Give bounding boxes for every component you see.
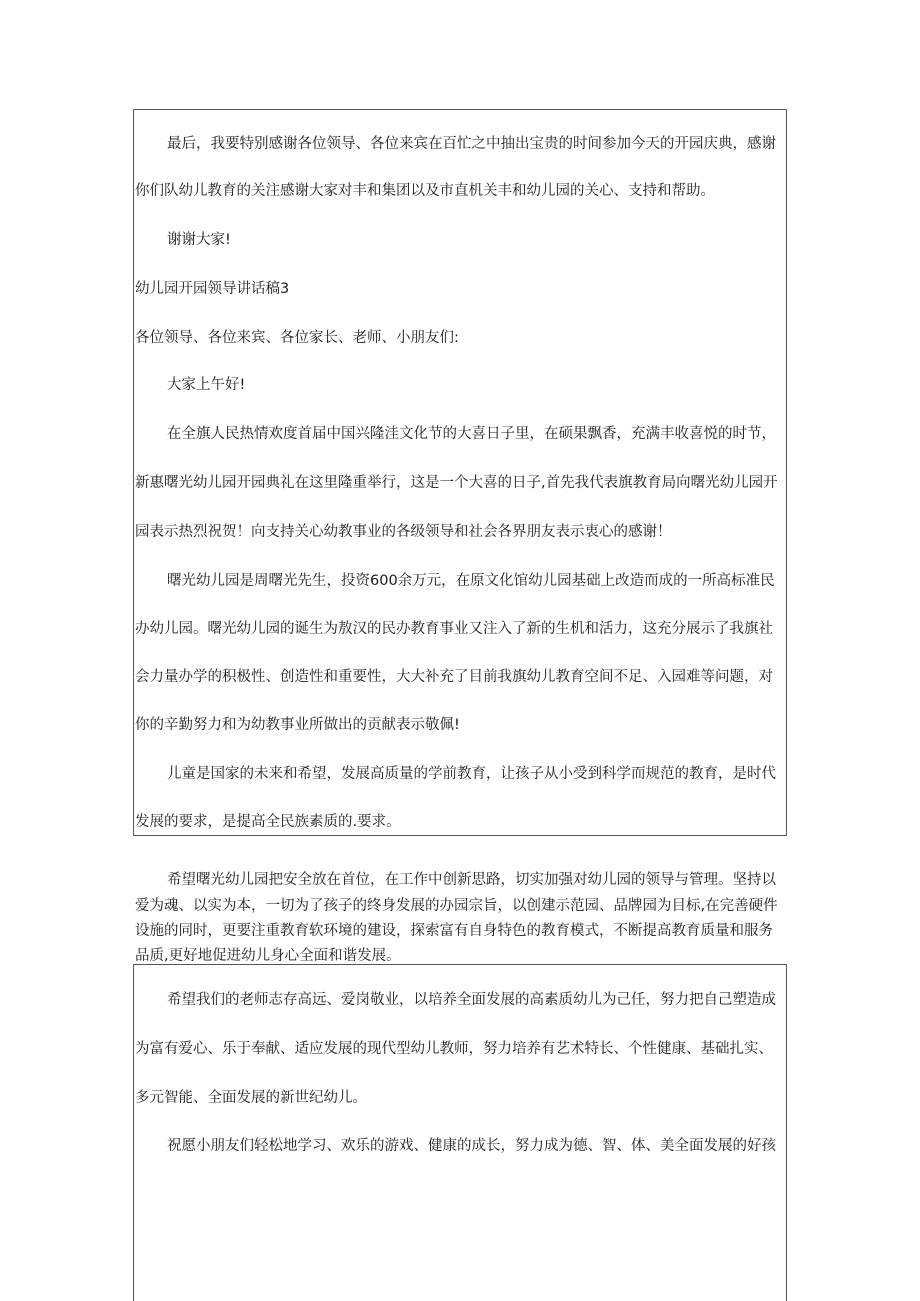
paragraph-line: 新惠曙光幼儿园开园典礼在这里隆重举行，这是一个大喜的日子,首先我代表旗教育局向曙光幼儿园开 bbox=[135, 475, 778, 491]
salutation: 各位领导、各位来宾、各位家长、老师、小朋友们: bbox=[135, 330, 459, 346]
paragraph-line: 你们队幼儿教育的关注感谢大家对丰和集团以及市直机关丰和幼儿园的关心、支持和帮助。 bbox=[135, 183, 715, 199]
paragraph-line: 园表示热烈祝贺！向支持关心幼教事业的各级领导和社会各界朋友表示衷心的感谢！ bbox=[135, 524, 672, 540]
paragraph-line: 多元智能、全面发展的新世纪幼儿。 bbox=[135, 1090, 367, 1106]
paragraph-line: 希望我们的老师志存高远、爱岗敬业，以培养全面发展的高素质幼儿为己任，努力把自己塑造成 bbox=[167, 992, 776, 1008]
paragraph-line: 发展的要求，是提高全民族素质的.要求。 bbox=[135, 814, 401, 830]
paragraph-line: 最后，我要特别感谢各位领导、各位来宾在百忙之中抽出宝贵的时间参加今天的开园庆典，感谢 bbox=[167, 136, 776, 152]
paragraph-line: 办幼儿园。曙光幼儿园的诞生为敖汉的民办教育事业又注入了新的生机和活力，这充分展示了我旗社 bbox=[135, 621, 773, 637]
paragraph-line: 会力量办学的积极性、创造性和重要性，大大补充了目前我旗幼儿教育空间不足、入园难等问题，对 bbox=[135, 669, 773, 685]
paragraph-line: 设施的同时，更要注重教育软环境的建设，探索富有自身特色的教育模式，不断提高教育质量和服务 bbox=[135, 923, 773, 939]
greeting: 大家上午好! bbox=[167, 377, 246, 393]
text-frame-bottom bbox=[133, 964, 787, 1301]
section-heading: 幼儿园开园领导讲话稿3 bbox=[135, 281, 290, 297]
paragraph-line: 爱为魂、以实为本，一切为了孩子的终身发展的办园宗旨，以创建示范园、品牌园为目标,在完善硬件 bbox=[135, 898, 778, 914]
paragraph-line: 希望曙光幼儿园把安全放在首位，在工作中创新思路，切实加强对幼儿园的领导与管理。坚持以 bbox=[167, 872, 776, 888]
paragraph-line: 你的辛勤努力和为幼教事业所做出的贡献表示敬佩! bbox=[135, 717, 460, 733]
paragraph-line: 在全旗人民热情欢度首届中国兴隆洼文化节的大喜日子里，在硕果飘香，充满丰收喜悦的时节， bbox=[167, 426, 776, 442]
paragraph-line: 祝愿小朋友们轻松地学习、欢乐的游戏、健康的成长，努力成为德、智、体、美全面发展的好孩 bbox=[167, 1138, 776, 1154]
paragraph-line: 儿童是国家的未来和希望，发展高质量的学前教育，让孩子从小受到科学而规范的教育，是时代 bbox=[167, 766, 776, 782]
paragraph-line: 谢谢大家! bbox=[167, 232, 231, 248]
paragraph-line: 曙光幼儿园是周曙光先生，投资600余万元，在原文化馆幼儿园基础上改造而成的一所高标准民 bbox=[167, 573, 775, 589]
paragraph-line: 为富有爱心、乐于奉献、适应发展的现代型幼儿教师，努力培养有艺术特长、个性健康、基础扎实、 bbox=[135, 1041, 773, 1057]
paragraph-line: 品质,更好地促进幼儿身心全面和谐发展。 bbox=[135, 948, 401, 964]
